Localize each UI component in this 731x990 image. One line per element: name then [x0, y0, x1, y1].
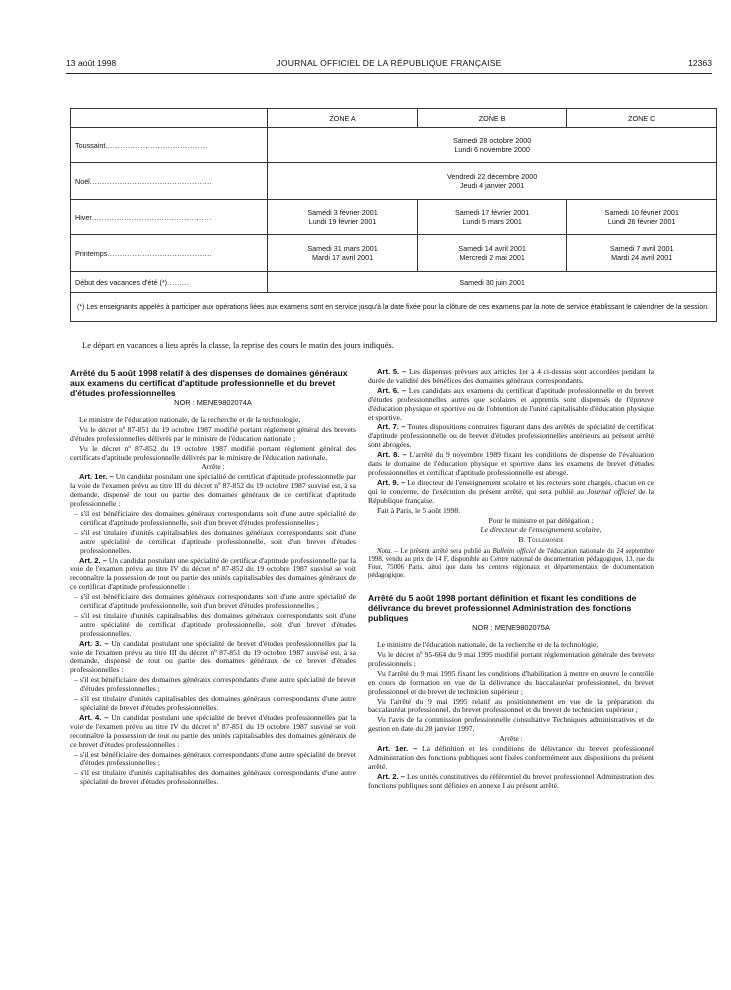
row-label: Printemps..........................................: [71, 235, 268, 272]
header-page-number: 12363: [688, 58, 712, 68]
decree-title-2: Arrêté du 5 août 1998 portant définition et fixant les conditions de délivrance du brevet professionnel Administration des fonctions publiques: [368, 593, 637, 624]
page-header: [66, 58, 712, 72]
paragraph: Vu l'arrêté du 9 mai 1995 relatif au positionnement en vue de la préparation du baccalauréat professionnel, du brevet professionnel et du brevet de technicien supérieur ;: [368, 696, 654, 715]
article: Art. 4. – Un candidat postulant une spécialité de brevet d'études professionnelles par la voie de l'examen prévu au titre IV du décret nº 87-851 du 19 octobre 1987 susvisé se voit reconnaître la possession de tout ou partie des unités capitalisables des domaines généraux de ce brevet d'études professionnelles :: [70, 712, 357, 749]
signatory-name: B. Toulemonde: [518, 535, 564, 545]
article: Art. 1er. – Un candidat postulant une spécialité de certificat d'aptitude professionnelle par la voie de l'examen prévu au titre III du décret nº 87-852 du 19 octobre 1987 susvisé est, à sa demande, dispensé de tout ou partie des domaines généraux de ce certificat d'aptitude professionnelle :: [70, 472, 356, 509]
header-date: 13 août 1998: [66, 58, 117, 68]
left-column: [70, 368, 356, 788]
header-rule: [66, 73, 712, 74]
list-item: – s'il est bénéficiaire des domaines généraux correspondants soit d'une autre spécialité de certificat d'aptitude professionnelle, soit d'un brevet d'études professionnelles ;: [74, 592, 356, 611]
paragraph: Vu le décret nº 87-851 du 19 octobre 1987 modifié portant règlement général des brevets d'études professionnelles délivrés par le ministre de l'éducation nationale ;: [70, 424, 356, 443]
paragraph: Le ministre de l'éducation nationale, de la recherche et de la technologie,: [377, 640, 599, 650]
row-label: Toussaint.........................................: [71, 128, 268, 163]
article: Art. 2. – Un candidat postulant une spécialité de certificat d'aptitude professionnelle par la voie de l'examen prévu au titre IV du décret nº 87-852 du 19 octobre 1987 susvisé se voit reconnaître la possession de tout ou partie des unités capitalisables des domaines généraux de ce certificat d'aptitude professionnelle :: [70, 555, 356, 592]
article: Art. 5. – Les dispenses prévues aux articles 1er à 4 ci-dessus sont accordées pendant la durée de validité des bénéfices des domaines généraux correspondants.: [368, 367, 655, 385]
row-cell-all-zones: Vendredi 22 décembre 2000 Jeudi 4 janvier 2001: [268, 163, 717, 200]
article: Art. 8. – L'arrêté du 9 novembre 1989 fixant les conditions de dispense de l'évaluation dans le domaine de l'éducation physique et sportive dans les examens de brevet d'études professionnelles et certificat d'aptitude professionnelle est abrogé.: [368, 450, 654, 477]
row-cell-zone-c: Samedi 10 février 2001 Lundi 26 février 2001: [567, 200, 717, 235]
list-item: – s'il est titulaire d'unités capitalisables des domaines généraux correspondants soit d'une autre spécialité de certificat d'aptitude professionnelle, soit d'un brevet d'études professionnelles.: [74, 610, 356, 638]
signature-place-date: Fait à Paris, le 5 août 1998.: [377, 505, 461, 515]
list-item: – s'il est titulaire d'unités capitalisables des domaines généraux correspondants soit d'une autre spécialité de certificat d'aptitude professionnelle, soit d'un brevet d'études professionnelles.: [74, 527, 356, 555]
arrete-heading: Arrête :: [499, 734, 523, 744]
nota: Nota. – Le présent arrêté sera publié au Bulletin officiel de l'éducation nationale du 24 septembre 1998, vendu au prix de 14 F, disponible au Centre national de documentation pédagogique, 13, rue du Four, 75006 Paris, ainsi que dans les centres régionaux et départementaux de documentation pédagogique.: [368, 548, 654, 580]
nor-reference-2: NOR : MENE9802075A: [472, 623, 550, 633]
row-cell-zone-a: Samedi 31 mars 2001 Mardi 17 avril 2001: [268, 235, 418, 272]
list-item: – s'il est titulaire d'unités capitalisables des domaines généraux correspondants d'une autre spécialité de brevet d'études professionnelles.: [74, 694, 356, 712]
article: Art. 3. – Un candidat postulant une spécialité de brevet d'études professionnelles par la voie de l'examen prévu au titre III du décret nº 87-851 du 19 octobre 1987 susvisé est, à sa demande, dispensé de tout ou partie des domaines généraux de ce brevet d'études professionnelles :: [70, 638, 357, 675]
list-item: – s'il est bénéficiaire des domaines généraux correspondants d'une autre spécialité de brevet d'études professionnelles ;: [74, 675, 356, 694]
vacation-calendar-table: [70, 108, 717, 322]
article: Art. 9. – Le directeur de l'enseignement scolaire et les recteurs sont chargés, chacun en ce qui le concerne, de l'exécution du présent arrêté, qui sera publié au Journal officiel de la République française.: [368, 477, 654, 505]
row-label: Noël.................................................: [71, 163, 268, 200]
list-item: – s'il est titulaire d'unités capitalisables des domaines généraux correspondants d'une autre spécialité de brevet d'études professionnelles.: [74, 768, 356, 787]
row-cell-zone-c: Samedi 7 avril 2001 Mardi 24 avril 2001: [567, 235, 717, 272]
row-cell-zone-a: Samedi 3 février 2001 Lundi 19 février 2001: [268, 200, 418, 235]
right-column: [368, 368, 654, 792]
row-cell-all-zones: Samedi 30 juin 2001: [268, 272, 717, 293]
zone-b-header: ZONE B: [417, 109, 567, 128]
paragraph: Vu le décret nº 87-852 du 19 octobre 1987 modifié portant règlement général des certificats d'aptitude professionnelle délivrés par le ministre de l'éducation nationale,: [70, 443, 356, 462]
header-journal-title: JOURNAL OFFICIEL DE LA RÉPUBLIQUE FRANÇAISE: [276, 58, 502, 68]
article: Art. 6. – Les candidats aux examens du certificat d'aptitude professionnelle et du brevet d'études professionnelles autres que scolaires et apprentis sont dispensés de l'épreuve d'éducation physique et sportive ou de l'obtention de l'unité capitalisable d'éducation physique et sportive.: [368, 385, 655, 422]
article: Art. 1er. – La définition et les conditions de délivrance du brevet professionnel Administration des fonctions publiques sont fixées conformément aux dispositions du présent arrêté.: [368, 744, 654, 771]
list-item: – s'il est bénéficiaire des domaines généraux correspondants soit d'une autre spécialité de certificat d'aptitude professionnelle, soit d'un brevet d'études professionnelles ;: [74, 508, 356, 527]
row-cell-zone-b: Samedi 14 avril 2001 Mercredi 2 mai 2001: [417, 235, 567, 272]
row-label: Début des vacances d'été (*).........: [71, 272, 268, 293]
row-cell-all-zones: Samedi 28 octobre 2000 Lundi 6 novembre 2000: [268, 128, 717, 163]
departure-note: Le départ en vacances a lieu après la classe, la reprise des cours le matin des jours indiqués.: [82, 340, 394, 350]
row-label: Hiver................................................: [71, 200, 268, 235]
list-item: – s'il est bénéficiaire des domaines généraux correspondants d'une autre spécialité de brevet d'études professionnelles ;: [74, 749, 356, 768]
paragraph: Vu le décret nº 95-664 du 9 mai 1995 modifié portant réglementation générale des brevets professionnels ;: [368, 650, 654, 668]
arrete-heading: Arrête :: [201, 462, 225, 472]
article: Art. 2. – Les unités constitutives du référentiel du brevet professionnel Administration des fonctions publiques sont définies en annexe I au présent arrêté.: [368, 771, 655, 790]
paragraph: Vu l'avis de la commission professionnelle consultative Techniques administratives et de gestion en date du 28 janvier 1997,: [368, 715, 654, 734]
table-footnote: (*) Les enseignants appelés à participer aux opérations liées aux examens sont en service jusqu'à la date fixée pour la clôture de ces examens par la note de service établissant le calendrier de la session.: [71, 293, 717, 322]
delegation-line: Pour le ministre et par délégation :: [488, 515, 594, 525]
signatory-title: Le directeur de l'enseignement scolaire,: [480, 525, 602, 535]
article: Art. 7. – Toutes dispositions contraires figurant dans des arrêtés de spécialité de certificat d'aptitude professionnelle ou de brevet d'études professionnelles antérieurs au présent arrêté sont abrogées.: [368, 422, 655, 450]
table-corner: [71, 109, 268, 128]
zone-c-header: ZONE C: [567, 109, 717, 128]
nor-reference: NOR : MENE9802074A: [174, 398, 252, 407]
decree-title: Arrêté du 5 août 1998 relatif à des dispenses de domaines généraux aux examens du certificat d'aptitude professionnelle et du brevet d'études professionnelles: [70, 368, 348, 398]
paragraph: Le ministre de l'éducation nationale, de la recherche et de la technologie,: [79, 414, 301, 424]
paragraph: Vu l'arrêté du 9 mai 1995 fixant les conditions d'habilitation à mettre en œuvre le contrôle en cours de formation en vue de la délivrance du baccalauréat professionnel, du brevet professionnel et du brevet de technicien supérieur ;: [368, 668, 654, 696]
row-cell-zone-b: Samedi 17 février 2001 Lundi 5 mars 2001: [417, 200, 567, 235]
zone-a-header: ZONE A: [268, 109, 418, 128]
